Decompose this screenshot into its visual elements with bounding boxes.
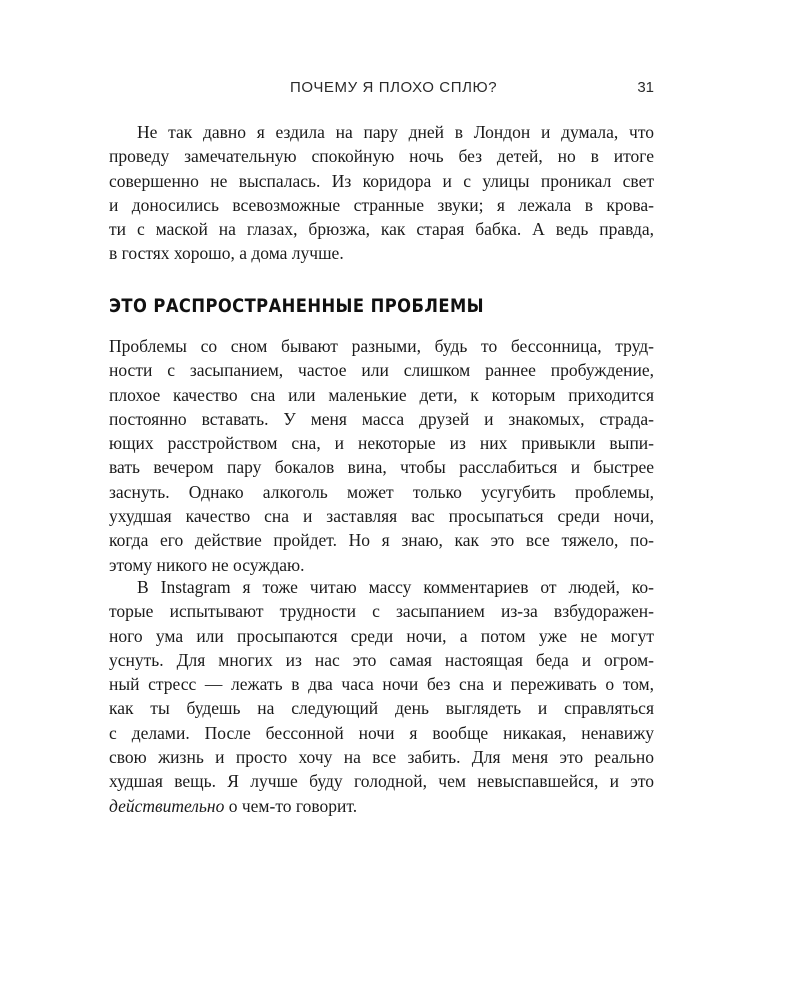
paragraph-line: вать вечером пару бокалов вина, чтобы расслабиться и быстрее bbox=[109, 457, 654, 478]
paragraph-line: в гостях хорошо, а дома лучше. bbox=[109, 243, 344, 264]
paragraph-line: Не так давно я ездила на пару дней в Лондон и думала, что bbox=[137, 122, 654, 142]
paragraph-line: и доносились всевозможные странные звуки; я лежала в крова- bbox=[109, 194, 654, 215]
paragraph-line-last bbox=[109, 794, 654, 818]
paragraph-line: проведу замечательную спокойную ночь без детей, но в итоге bbox=[109, 146, 654, 167]
paragraph-line: ухудшая качество сна и заставляя вас просыпаться среди ночи, bbox=[109, 506, 654, 527]
paragraph-line: постоянно вставать. У меня масса друзей и знакомых, страда- bbox=[109, 408, 654, 429]
paragraph-1 bbox=[109, 120, 654, 266]
paragraph-line: торые испытывают трудности с засыпанием из-за взбудоражен- bbox=[109, 601, 654, 622]
paragraph-line-tail: о чем-то говорит. bbox=[224, 795, 358, 816]
paragraph-3 bbox=[109, 575, 654, 818]
paragraph-line: когда его действие пройдет. Но я знаю, как это все тяжело, по- bbox=[109, 530, 654, 551]
paragraph-line: этому никого не осуждаю. bbox=[109, 554, 305, 575]
section-heading: ЭТО РАСПРОСТРАНЕННЫЕ ПРОБЛЕМЫ bbox=[109, 295, 485, 317]
paragraph-line: с делами. После бессонной ночи я вообще никакая, ненавижу bbox=[109, 722, 654, 743]
paragraph-line: Проблемы со сном бывают разными, будь то бессонница, труд- bbox=[109, 336, 654, 356]
paragraph-line: совершенно не выспалась. Из коридора и с улицы проникал свет bbox=[109, 170, 654, 191]
page-number: 31 bbox=[637, 79, 654, 96]
paragraph-line: заснуть. Однако алкоголь может только усугубить проблемы, bbox=[109, 481, 654, 502]
paragraph-line: ности с засыпанием, частое или слишком раннее пробуждение, bbox=[109, 360, 654, 381]
paragraph-line: уснуть. Для многих из нас это самая настоящая беда и огром- bbox=[109, 649, 654, 670]
paragraph-line: ющих расстройством сна, и некоторые из них привыкли выпи- bbox=[109, 433, 654, 454]
paragraph-line: ного ума или просыпаются среди ночи, а потом уже не могут bbox=[109, 625, 654, 646]
paragraph-line: худшая вещь. Я лучше буду голодной, чем невыспавшейся, и это bbox=[109, 771, 654, 792]
paragraph-line: ный стресс — лежать в два часа ночи без сна и переживать о том, bbox=[109, 674, 654, 695]
paragraph-line: плохое качество сна или маленькие дети, к которым приходится bbox=[109, 384, 654, 405]
emphasis-word: действительно bbox=[109, 795, 225, 816]
paragraph-line: как ты будешь на следующий день выглядеть и справляться bbox=[109, 698, 654, 719]
paragraph-line: В Instagram я тоже читаю массу комментариев от людей, ко- bbox=[137, 577, 654, 597]
paragraph-line: ти с маской на глазах, брюзжа, как старая бабка. А ведь правда, bbox=[109, 219, 654, 240]
paragraph-line: свою жизнь и просто хочу на все забить. Для меня это реально bbox=[109, 747, 654, 768]
paragraph-2 bbox=[109, 334, 654, 577]
running-title: ПОЧЕМУ Я ПЛОХО СПЛЮ? bbox=[290, 79, 498, 96]
